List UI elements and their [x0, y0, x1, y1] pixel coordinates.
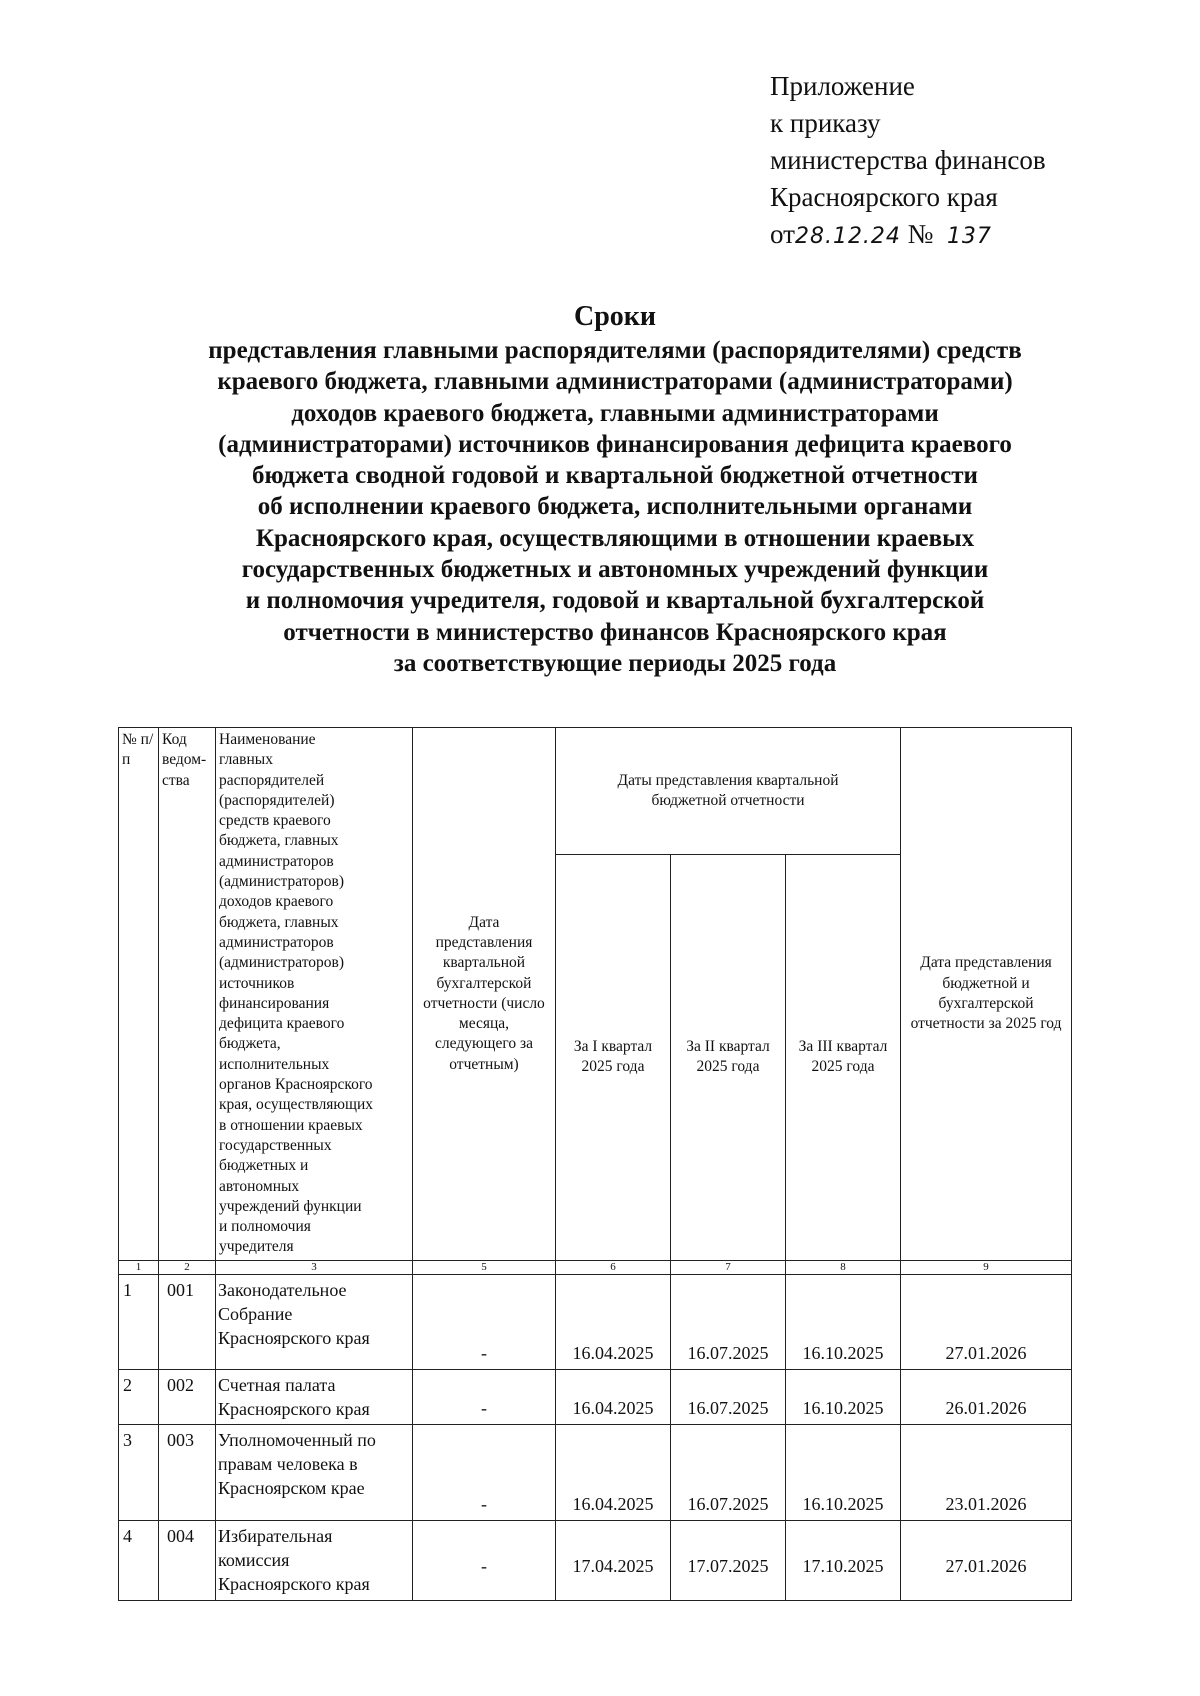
- header-q2: За II квартал 2025 года: [671, 855, 786, 1261]
- deadlines-table: [118, 727, 1072, 1601]
- document-title: [120, 300, 1110, 679]
- appendix-block: [770, 68, 1046, 255]
- column-number: 7: [671, 1260, 786, 1274]
- appendix-line: Приложение: [770, 71, 915, 101]
- appendix-line: к приказу: [770, 108, 881, 138]
- number-label: №: [907, 219, 934, 249]
- row-accounting-date: -: [413, 1369, 556, 1424]
- row-q3-date: 16.10.2025: [786, 1274, 901, 1369]
- header-quarterly-group: Даты представления квартальной бюджетной отчетности: [556, 728, 901, 855]
- row-annual-date: 27.01.2026: [901, 1520, 1072, 1600]
- column-number: 1: [119, 1260, 159, 1274]
- row-code: 001: [159, 1274, 216, 1369]
- title-subheading: [120, 335, 1110, 679]
- row-q2-date: 16.07.2025: [671, 1424, 786, 1520]
- header-code: Код ведом-ства: [159, 728, 216, 1261]
- title-heading: Сроки: [573, 301, 657, 332]
- handwritten-number: 137: [946, 224, 992, 249]
- row-annual-date: 26.01.2026: [901, 1369, 1072, 1424]
- row-q1-date: 16.04.2025: [556, 1424, 671, 1520]
- title-line: бюджета сводной годовой и квартальной бюджетной отчетности: [252, 462, 978, 490]
- title-line: краевого бюджета, главными администраторами (администраторами): [217, 368, 1013, 396]
- row-code: 004: [159, 1520, 216, 1600]
- row-q2-date: 16.07.2025: [671, 1369, 786, 1424]
- column-number: 3: [216, 1260, 413, 1274]
- order-reference: [770, 216, 1046, 255]
- row-q2-date: 16.07.2025: [671, 1274, 786, 1369]
- row-q1-date: 17.04.2025: [556, 1520, 671, 1600]
- title-line: Красноярского края, осуществляющими в отношении краевых: [255, 524, 975, 552]
- row-q3-date: 16.10.2025: [786, 1424, 901, 1520]
- header-row: [119, 728, 1072, 855]
- row-q2-date: 17.07.2025: [671, 1520, 786, 1600]
- row-q1-date: 16.04.2025: [556, 1369, 671, 1424]
- row-num: 3: [119, 1424, 159, 1520]
- row-annual-date: 27.01.2026: [901, 1274, 1072, 1369]
- header-q3: За III квартал 2025 года: [786, 855, 901, 1261]
- table-row: [119, 1369, 1072, 1424]
- row-num: 2: [119, 1369, 159, 1424]
- title-line: за соответствующие периоды 2025 года: [393, 649, 837, 677]
- title-line: представления главными распорядителями (распорядителями) средств: [208, 337, 1022, 364]
- row-accounting-date: -: [413, 1520, 556, 1600]
- row-code: 002: [159, 1369, 216, 1424]
- title-line: доходов краевого бюджета, главными администраторами: [291, 399, 939, 427]
- handwritten-date: 28.12.24: [794, 224, 901, 249]
- column-number: 9: [901, 1260, 1072, 1274]
- title-line: и полномочия учредителя, годовой и квартальной бухгалтерской: [245, 587, 985, 615]
- table-row: [119, 1424, 1072, 1520]
- row-code: 003: [159, 1424, 216, 1520]
- row-q3-date: 17.10.2025: [786, 1520, 901, 1600]
- header-q1: За I квартал 2025 года: [556, 855, 671, 1261]
- appendix-line: Красноярского края: [770, 182, 998, 212]
- row-num: 1: [119, 1274, 159, 1369]
- header-num: № п/п: [119, 728, 159, 1261]
- table-row: [119, 1520, 1072, 1600]
- title-line: государственных бюджетных и автономных учреждений функции: [241, 556, 989, 584]
- row-accounting-date: -: [413, 1424, 556, 1520]
- row-name: Уполномоченный по правам человека в Красноярском крае: [216, 1424, 413, 1520]
- header-accounting-date: Дата представления квартальной бухгалтерской отчетности (число месяца, следующего за отчетным): [413, 728, 556, 1261]
- column-number: 6: [556, 1260, 671, 1274]
- table-row: [119, 1274, 1072, 1369]
- header-annual-date: Дата представления бюджетной и бухгалтерской отчетности за 2025 год: [901, 728, 1072, 1261]
- from-prefix: от: [770, 219, 795, 249]
- title-line: (администраторами) источников финансирования дефицита краевого: [218, 430, 1012, 458]
- appendix-line: министерства финансов: [770, 145, 1046, 175]
- column-number: 5: [413, 1260, 556, 1274]
- column-numbers-row: [119, 1260, 1072, 1274]
- row-q3-date: 16.10.2025: [786, 1369, 901, 1424]
- row-name: Счетная палата Красноярского края: [216, 1369, 413, 1424]
- row-name: Избирательная комиссия Красноярского края: [216, 1520, 413, 1600]
- title-line: об исполнении краевого бюджета, исполнительными органами: [257, 493, 973, 521]
- column-number: 8: [786, 1260, 901, 1274]
- row-num: 4: [119, 1520, 159, 1600]
- column-number: 2: [159, 1260, 216, 1274]
- header-name: Наименование главных распорядителей (распорядителей) средств краевого бюджета, главных администраторов (администраторов) доходов краевого бюджета, главных администраторов (администраторов) источников финансирования дефицита краевого бюджета, исполнительных органов Красноярского края, осуществляющих в отношении краевых государственных бюджетных и автономных учреждений функции и полномочия учредителя: [216, 728, 413, 1261]
- row-name: Законодательное Собрание Красноярского края: [216, 1274, 413, 1369]
- row-q1-date: 16.04.2025: [556, 1274, 671, 1369]
- title-line: отчетности в министерство финансов Красноярского края: [283, 618, 947, 646]
- row-accounting-date: -: [413, 1274, 556, 1369]
- row-annual-date: 23.01.2026: [901, 1424, 1072, 1520]
